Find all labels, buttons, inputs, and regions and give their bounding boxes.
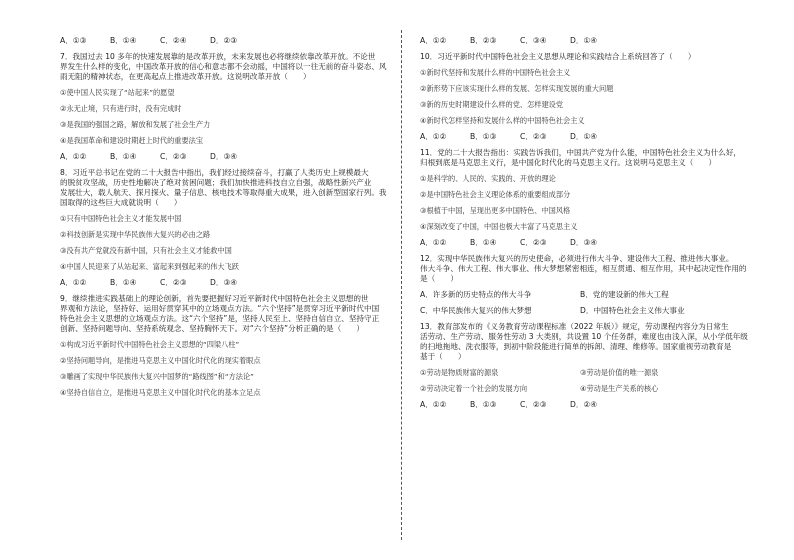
- option-item: ④中国人民迎来了从站起来、富起来到强起来的伟大飞跃: [60, 262, 239, 271]
- choices-row: [420, 290, 760, 300]
- choice-d[interactable]: D．②③: [210, 36, 238, 45]
- right-column: [420, 36, 760, 410]
- choice-c[interactable]: C．②③: [520, 238, 547, 247]
- option-item: ④是我国革命和建设时期赶上时代的重要法宝: [60, 136, 204, 145]
- choice-d[interactable]: D．③④: [210, 152, 238, 161]
- question-text: 是（ ）: [420, 274, 458, 283]
- question-text: 11．党的二十大报告指出：实践告诉我们，中国共产党为什么能，中国特色社会主义为什么好，: [420, 148, 742, 157]
- option-pair: [420, 384, 760, 394]
- question-text: 8．习近平总书记在党的二十大报告中指出，我们经过接续奋斗，打赢了人类历史上规模最大: [60, 168, 369, 177]
- question-text: 7．我国过去 10 多年的快速发展靠的是改革开放，未来发展也必将继续依靠改革开放。不论世: [60, 52, 376, 61]
- column-divider: [401, 30, 402, 540]
- question-text: 10．习近平新时代中国特色社会主义思想从理论和实践结合上系统回答了（ ）: [420, 52, 696, 61]
- choice-a[interactable]: A．①②: [420, 36, 447, 45]
- choice-b[interactable]: B．党的建设新的伟大工程: [580, 290, 669, 299]
- question-text: 基于（ ）: [420, 352, 466, 361]
- option-item: ④坚持自信自立，是推进马克思主义中国化时代化的基本立足点: [60, 388, 261, 397]
- choice-b[interactable]: B．①④: [110, 152, 137, 161]
- option-item: ④深刻改变了中国，中国也极大丰富了马克思主义: [420, 222, 578, 231]
- question-text: 界观和方法论，坚持好、运用好贯穿其中的立场观点方法。“六个坚持”是贯穿习近平新时代中国: [60, 304, 380, 313]
- choice-c[interactable]: C．②④: [160, 36, 187, 45]
- choice-b[interactable]: B．②③: [470, 36, 497, 45]
- option-item: ③是我国的强国之路，解放和发展了社会生产力: [60, 120, 211, 129]
- option-item: ③雕画了实现中华民族伟大复兴中国梦的“路线图”和“方法论”: [60, 372, 254, 381]
- option-item: ①是科学的、人民的、实践的、开放的理论: [420, 174, 556, 183]
- choice-d[interactable]: D．②④: [570, 400, 598, 409]
- option-item: ②永无止境，只有进行时，没有完成时: [60, 104, 182, 113]
- question-text: 的扫地拖地、洗衣服等，到初中阶段能进行简单的拆卸、清理、维修等。国家重视劳动教育是: [420, 342, 732, 351]
- choice-c[interactable]: C．②③: [160, 278, 187, 287]
- left-column: [60, 36, 400, 398]
- choice-b[interactable]: B．①③: [470, 132, 497, 141]
- option-item: ④劳动是生产关系的核心: [580, 384, 659, 393]
- choices-row: [60, 152, 400, 162]
- question-text: 特色社会主义思想的立场观点方法。这“六个坚持”是，坚持人民至上、坚持自信自立、坚持守正: [60, 314, 380, 323]
- option-item: ④新时代怎样坚持和发展什么样的中国特色社会主义: [420, 116, 585, 125]
- choices-row: [60, 278, 400, 288]
- choice-a[interactable]: A．许多新的历史特点的伟大斗争: [420, 290, 532, 299]
- question-text: 活劳动、生产劳动、服务性劳动 3 大类别，共设置 10 个任务群，难度也由浅入深，从小学低年级: [420, 332, 748, 341]
- choices-row: [60, 36, 400, 46]
- question-text: 13．教育部发布的《义务教育劳动课程标准（2022 年版）》规定，劳动课程内容分为日常生: [420, 322, 729, 331]
- choice-d[interactable]: D．①④: [570, 132, 598, 141]
- choice-a[interactable]: A．①②: [60, 278, 87, 287]
- choice-c[interactable]: C．③④: [520, 36, 547, 45]
- question-text: 国取得的这些巨大成就说明（ ）: [60, 198, 182, 207]
- choice-d[interactable]: D．③④: [570, 238, 598, 247]
- question-10: [420, 52, 760, 142]
- question-8: [60, 168, 400, 288]
- choice-a[interactable]: A．①②: [420, 238, 447, 247]
- choice-b[interactable]: B．①④: [110, 278, 137, 287]
- option-item: ③根植于中国，呈现出更多中国特色、中国风格: [420, 206, 571, 215]
- question-text: 发展壮大，载人航天、探月探火、量子信息、核电技术等取得重大成果，进入创新型国家行列。我: [60, 188, 387, 197]
- question-9: [60, 294, 400, 398]
- option-item: ②劳动决定着一个社会的发展方向: [420, 384, 528, 393]
- choice-c[interactable]: C．②③: [520, 400, 547, 409]
- choice-a[interactable]: A．①②: [420, 132, 447, 141]
- option-item: ③没有共产党就没有新中国，只有社会主义才能救中国: [60, 246, 232, 255]
- choice-b[interactable]: B．①④: [470, 238, 497, 247]
- option-item: ②新形势下应该实现什么样的发展、怎样实现发展的重大问题: [420, 84, 614, 93]
- choice-d[interactable]: D．③④: [210, 278, 238, 287]
- option-item: ③新的历史时期建设什么样的党、怎样建设党: [420, 100, 564, 109]
- choice-b[interactable]: B．①③: [470, 400, 497, 409]
- choice-a[interactable]: A．①③: [60, 36, 87, 45]
- choices-row: [420, 306, 760, 316]
- question-text: 创新、坚持问题导向、坚持系统观念、坚持胸怀天下。对“六个坚持”分析正确的是（ ）: [60, 324, 365, 333]
- option-item: ①构成习近平新时代中国特色社会主义思想的“四梁八柱”: [60, 340, 240, 349]
- choice-b[interactable]: B．①④: [110, 36, 137, 45]
- choice-d[interactable]: D．①④: [570, 36, 598, 45]
- question-text: 伟大斗争、伟大工程、伟大事业、伟大梦想紧密相连，相互贯通、相互作用，其中起决定性作用的: [420, 264, 747, 273]
- option-item: ②是中国特色社会主义理论体系的重要组成部分: [420, 190, 571, 199]
- option-item: ①劳动是物质财富的源泉: [420, 368, 499, 377]
- choice-a[interactable]: A．①②: [420, 400, 447, 409]
- option-item: ②科技创新是实现中华民族伟大复兴的必由之路: [60, 230, 211, 239]
- choices-row: [420, 36, 760, 46]
- choice-c[interactable]: C．中华民族伟大复兴的伟大梦想: [420, 306, 532, 315]
- question-13: [420, 322, 760, 410]
- question-text: 9．继续推进实践基础上的理论创新，首先要把握好习近平新时代中国特色社会主义思想的世: [60, 294, 369, 303]
- option-item: ①只有中国特色社会主义才能发展中国: [60, 214, 182, 223]
- question-12: [420, 254, 760, 316]
- option-item: ③劳动是价值的唯一源泉: [580, 368, 659, 377]
- question-text: 的脱贫攻坚战，历史性地解决了绝对贫困问题；我们加快推进科技自立自强，战略性新兴产业: [60, 178, 372, 187]
- option-item: ①新时代坚持和发展什么样的中国特色社会主义: [420, 68, 571, 77]
- option-pair: [420, 368, 760, 378]
- question-11: [420, 148, 760, 248]
- question-text: 12．实现中华民族伟大复兴的历史使命，必须进行伟大斗争、建设伟大工程、推进伟大事业。: [420, 254, 734, 263]
- choice-c[interactable]: C．②③: [160, 152, 187, 161]
- choices-row: [420, 132, 760, 142]
- question-text: 雨无阻的精神状态，在更高起点上推进改革开放。这说明改革开放（ ）: [60, 72, 311, 81]
- choice-c[interactable]: C．②③: [520, 132, 547, 141]
- choice-a[interactable]: A．①②: [60, 152, 87, 161]
- question-7: [60, 52, 400, 162]
- choices-row: [420, 400, 760, 410]
- option-item: ②坚持问题导向，是推进马克思主义中国化时代化的现实着眼点: [60, 356, 261, 365]
- choices-row: [420, 238, 760, 248]
- option-item: ①使中国人民实现了“站起来”的愿望: [60, 88, 175, 97]
- choice-d[interactable]: D．中国特色社会主义伟大事业: [580, 306, 685, 315]
- question-text: 界发生什么样的变化，中国改革开放的信心和意志都不会动摇，中国将以一往无前的奋斗姿态、风: [60, 62, 387, 71]
- question-text: 归根到底是马克思主义行，是中国化时代化的马克思主义行。这说明马克思主义（ ）: [420, 158, 717, 167]
